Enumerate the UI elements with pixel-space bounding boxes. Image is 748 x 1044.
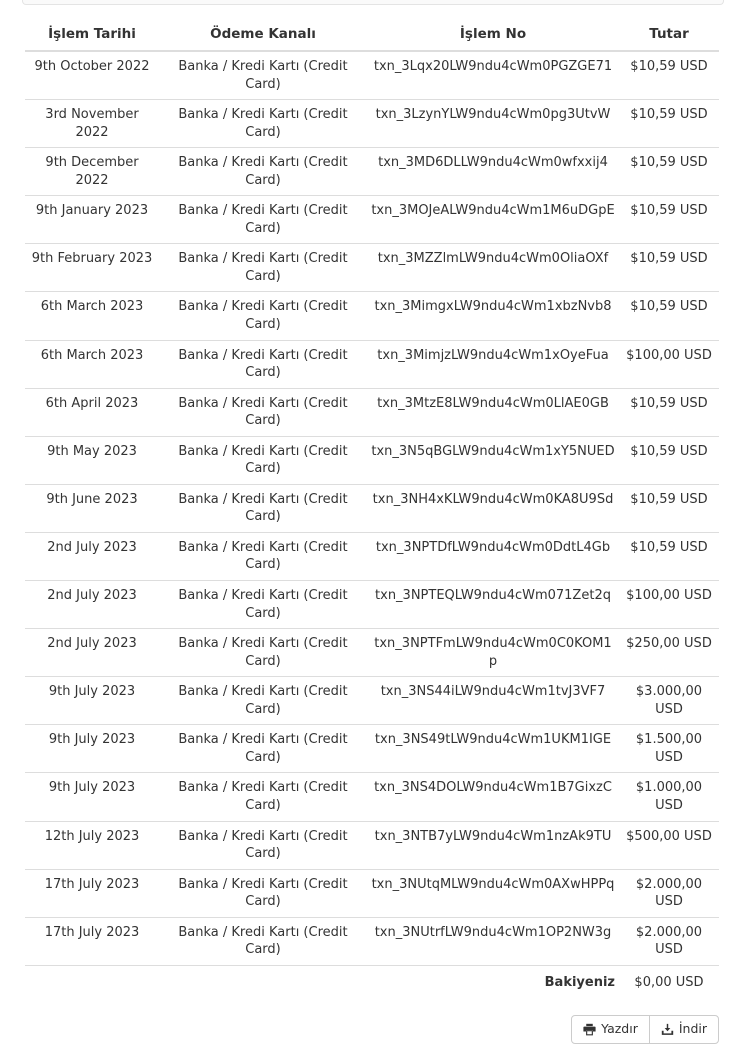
cell-txn: txn_3MOJeALW9ndu4cWm1M6uDGpE	[367, 196, 619, 244]
table-header-row	[25, 18, 719, 51]
table-row	[25, 388, 719, 436]
cell-date: 9th July 2023	[25, 725, 159, 773]
header-islem-no: İşlem No	[367, 18, 619, 51]
cell-amount: $10,59 USD	[619, 484, 719, 532]
cell-amount: $10,59 USD	[619, 196, 719, 244]
cell-amount: $100,00 USD	[619, 340, 719, 388]
table-row	[25, 581, 719, 629]
cell-amount: $10,59 USD	[619, 51, 719, 100]
cell-amount: $10,59 USD	[619, 148, 719, 196]
download-icon	[661, 1023, 674, 1036]
cell-channel: Banka / Kredi Kartı (Credit Card)	[159, 581, 367, 629]
table-row	[25, 773, 719, 821]
cell-channel: Banka / Kredi Kartı (Credit Card)	[159, 725, 367, 773]
cell-txn: txn_3NUtqMLW9ndu4cWm0AXwHPPq	[367, 869, 619, 917]
cell-channel: Banka / Kredi Kartı (Credit Card)	[159, 773, 367, 821]
cell-channel: Banka / Kredi Kartı (Credit Card)	[159, 677, 367, 725]
print-download-button-group	[571, 1015, 719, 1043]
cell-channel: Banka / Kredi Kartı (Credit Card)	[159, 917, 367, 965]
cell-txn: txn_3N5qBGLW9ndu4cWm1xY5NUED	[367, 436, 619, 484]
cell-amount: $2.000,00 USD	[619, 869, 719, 917]
cell-txn: txn_3NPTEQLW9ndu4cWm071Zet2q	[367, 581, 619, 629]
table-row	[25, 725, 719, 773]
cell-txn: txn_3NTB7yLW9ndu4cWm1nzAk9TU	[367, 821, 619, 869]
header-tutar: Tutar	[619, 18, 719, 51]
cell-channel: Banka / Kredi Kartı (Credit Card)	[159, 148, 367, 196]
cell-amount: $10,59 USD	[619, 100, 719, 148]
cell-txn: txn_3MimgxLW9ndu4cWm1xbzNvb8	[367, 292, 619, 340]
cell-txn: txn_3MZZlmLW9ndu4cWm0OliaOXf	[367, 244, 619, 292]
cell-channel: Banka / Kredi Kartı (Credit Card)	[159, 388, 367, 436]
transactions-table	[25, 18, 719, 999]
cell-date: 12th July 2023	[25, 821, 159, 869]
cell-date: 9th July 2023	[25, 773, 159, 821]
cell-date: 6th March 2023	[25, 292, 159, 340]
cell-txn: txn_3NPTFmLW9ndu4cWm0C0KOM1p	[367, 629, 619, 677]
cell-amount: $250,00 USD	[619, 629, 719, 677]
header-odeme-kanali: Ödeme Kanalı	[159, 18, 367, 51]
cell-amount: $10,59 USD	[619, 436, 719, 484]
balance-value: $0,00 USD	[619, 965, 719, 999]
cell-amount: $3.000,00 USD	[619, 677, 719, 725]
cell-date: 9th December 2022	[25, 148, 159, 196]
cell-channel: Banka / Kredi Kartı (Credit Card)	[159, 51, 367, 100]
table-row	[25, 532, 719, 580]
cell-amount: $100,00 USD	[619, 581, 719, 629]
cell-date: 17th July 2023	[25, 869, 159, 917]
cell-channel: Banka / Kredi Kartı (Credit Card)	[159, 869, 367, 917]
table-row	[25, 340, 719, 388]
cell-date: 9th July 2023	[25, 677, 159, 725]
actions-bar	[25, 1015, 719, 1043]
cell-txn: txn_3Lqx20LW9ndu4cWm0PGZGE71	[367, 51, 619, 100]
table-row	[25, 677, 719, 725]
table-row	[25, 292, 719, 340]
cell-txn: txn_3MD6DLLW9ndu4cWm0wfxxij4	[367, 148, 619, 196]
cell-txn: txn_3MtzE8LW9ndu4cWm0LlAE0GB	[367, 388, 619, 436]
cell-channel: Banka / Kredi Kartı (Credit Card)	[159, 629, 367, 677]
table-row	[25, 484, 719, 532]
cell-channel: Banka / Kredi Kartı (Credit Card)	[159, 340, 367, 388]
balance-spacer	[25, 965, 367, 999]
print-button[interactable]	[571, 1015, 650, 1043]
download-button-label: İndir	[678, 1021, 707, 1037]
cell-txn: txn_3LzynYLW9ndu4cWm0pg3UtvW	[367, 100, 619, 148]
table-row	[25, 869, 719, 917]
table-row	[25, 51, 719, 100]
table-row	[25, 629, 719, 677]
cell-amount: $10,59 USD	[619, 244, 719, 292]
table-row	[25, 100, 719, 148]
cell-amount: $10,59 USD	[619, 292, 719, 340]
table-row	[25, 244, 719, 292]
cell-txn: txn_3NH4xKLW9ndu4cWm0KA8U9Sd	[367, 484, 619, 532]
cell-amount: $10,59 USD	[619, 532, 719, 580]
cell-channel: Banka / Kredi Kartı (Credit Card)	[159, 196, 367, 244]
cell-txn: txn_3MimjzLW9ndu4cWm1xOyeFua	[367, 340, 619, 388]
cell-date: 6th March 2023	[25, 340, 159, 388]
cell-date: 9th May 2023	[25, 436, 159, 484]
cell-date: 2nd July 2023	[25, 629, 159, 677]
cell-amount: $2.000,00 USD	[619, 917, 719, 965]
cell-amount: $1.000,00 USD	[619, 773, 719, 821]
cell-date: 9th January 2023	[25, 196, 159, 244]
cell-date: 9th February 2023	[25, 244, 159, 292]
cell-date: 3rd November 2022	[25, 100, 159, 148]
cell-txn: txn_3NPTDfLW9ndu4cWm0DdtL4Gb	[367, 532, 619, 580]
table-row	[25, 196, 719, 244]
cell-date: 6th April 2023	[25, 388, 159, 436]
cell-channel: Banka / Kredi Kartı (Credit Card)	[159, 484, 367, 532]
table-row	[25, 917, 719, 965]
cell-date: 9th June 2023	[25, 484, 159, 532]
cell-amount: $1.500,00 USD	[619, 725, 719, 773]
header-islem-tarihi: İşlem Tarihi	[25, 18, 159, 51]
table-row	[25, 821, 719, 869]
cell-channel: Banka / Kredi Kartı (Credit Card)	[159, 821, 367, 869]
cell-date: 2nd July 2023	[25, 532, 159, 580]
balance-row	[25, 965, 719, 999]
download-button[interactable]	[649, 1015, 719, 1043]
table-row	[25, 436, 719, 484]
print-button-label: Yazdır	[601, 1021, 638, 1037]
cell-date: 2nd July 2023	[25, 581, 159, 629]
transactions-body	[25, 51, 719, 965]
table-row	[25, 148, 719, 196]
cell-date: 9th October 2022	[25, 51, 159, 100]
cell-amount: $10,59 USD	[619, 388, 719, 436]
cell-txn: txn_3NS49tLW9ndu4cWm1UKM1IGE	[367, 725, 619, 773]
panel-bottom-edge	[22, 0, 724, 5]
cell-date: 17th July 2023	[25, 917, 159, 965]
cell-txn: txn_3NS4DOLW9ndu4cWm1B7GixzC	[367, 773, 619, 821]
printer-icon	[583, 1023, 596, 1036]
cell-amount: $500,00 USD	[619, 821, 719, 869]
cell-channel: Banka / Kredi Kartı (Credit Card)	[159, 100, 367, 148]
cell-channel: Banka / Kredi Kartı (Credit Card)	[159, 532, 367, 580]
balance-label: Bakiyeniz	[367, 965, 619, 999]
cell-channel: Banka / Kredi Kartı (Credit Card)	[159, 436, 367, 484]
cell-txn: txn_3NUtrfLW9ndu4cWm1OP2NW3g	[367, 917, 619, 965]
cell-channel: Banka / Kredi Kartı (Credit Card)	[159, 244, 367, 292]
cell-channel: Banka / Kredi Kartı (Credit Card)	[159, 292, 367, 340]
cell-txn: txn_3NS44iLW9ndu4cWm1tvJ3VF7	[367, 677, 619, 725]
